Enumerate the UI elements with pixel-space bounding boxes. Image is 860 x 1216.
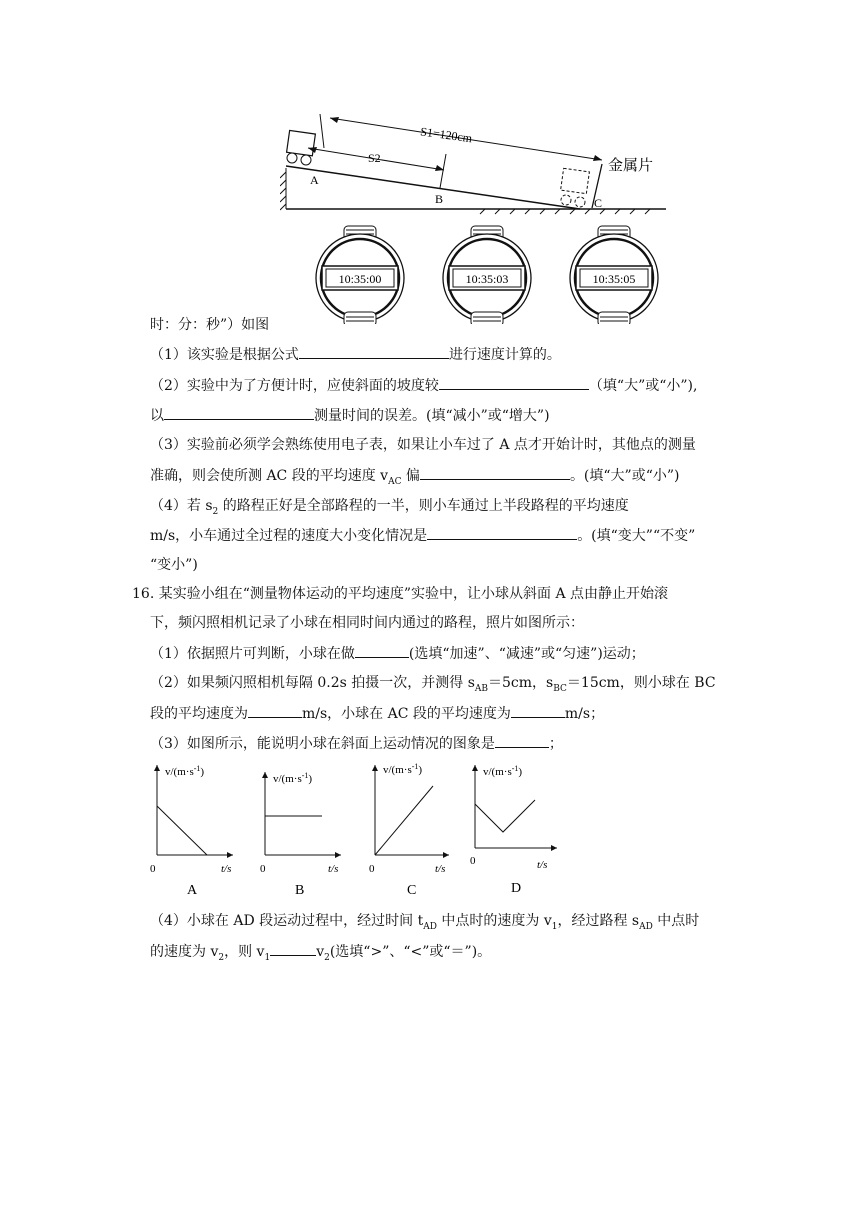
q15-part4-line3: “变小”) (150, 557, 198, 573)
q15-p2-blank2[interactable] (164, 405, 314, 420)
q15-p1-blank[interactable] (299, 344, 449, 359)
q15-part1: （1）该实验是根据公式 进行速度计算的。 (150, 344, 561, 365)
point-a-label: A (310, 173, 319, 187)
point-c-label: C (594, 196, 603, 210)
svg-text:t/s: t/s (221, 863, 232, 875)
cart-dashed (561, 168, 590, 207)
stopwatch-3-time: 10:35:05 (592, 272, 636, 286)
incline-figure (280, 108, 670, 324)
graph-a-line (157, 806, 207, 855)
graph-c (369, 762, 449, 898)
q16-part2-line1: （2）如果频闪照相机每隔 0.2s 拍摄一次，并测得 $s_{AB}=5cm$，$s_{BC}=15cm$，则小球在 BC (150, 675, 716, 694)
q15-p3-blank[interactable] (420, 465, 570, 480)
q16-intro-line2: 下，频闪照相机记录了小球在相同时间内通过的路程，照片如图所示： (150, 615, 584, 631)
svg-text:0: 0 (369, 863, 375, 875)
graph-c-label: C (407, 883, 417, 898)
graph-b-ylabel: $v/(m\cdot s^{-1})$ (273, 771, 313, 785)
q15-part2-line2: 以 测量时间的误差。(填“减小”或“增大”) (150, 405, 550, 426)
svg-text:t/s: t/s (435, 863, 446, 875)
graph-c-line (375, 786, 433, 855)
q16-part2-line2: 段的平均速度为 m/s，小球在 AC 段的平均速度为 m/s； (150, 703, 604, 724)
graph-a-ylabel: $v/(m\cdot s^{-1})$ (165, 764, 205, 778)
q15-p2-blank1[interactable] (439, 375, 589, 390)
q16-part4-line1: （4）小球在 AD 段运动过程中，经过时间 $t_{AD}$ 中点时的速度为 $v_1$，经过路程 $s_{AD}$ 中点时 (150, 913, 700, 932)
metal-label: 金属片 (608, 158, 654, 174)
stopwatch-3 (570, 226, 658, 324)
b-marker (440, 154, 446, 188)
s1-label: S1=120cm (419, 124, 474, 146)
vt-graphs (145, 760, 565, 900)
graph-d (470, 764, 557, 896)
point-b-label: B (435, 192, 444, 206)
graph-d-ylabel: $v/(m\cdot s^{-1})$ (483, 764, 523, 778)
stopwatch-2 (443, 226, 531, 324)
graph-d-line (475, 800, 535, 832)
svg-text:0: 0 (150, 863, 156, 875)
q15-part3-line2: 准确，则会使所测 AC 段的平均速度 $v_{AC}$ 偏 。(填“大”或“小”) (150, 465, 680, 492)
q16-part1: （1）依据照片可判断，小球在做 (选填“加速”、“减速”或“匀速”)运动； (150, 643, 645, 664)
q15-part2-line1: （2）实验中为了方便计时，应使斜面的坡度较 （填“大”或“小”), (150, 375, 697, 396)
stopwatch-1 (316, 226, 404, 324)
graph-c-ylabel: $v/(m\cdot s^{-1})$ (383, 762, 423, 776)
svg-text:t/s: t/s (537, 859, 548, 871)
svg-text:0: 0 (470, 855, 476, 867)
q15-part3-line1: （3）实验前必须学会熟练使用电子表，如果让小车过了 A 点才开始计时，其他点的测量 (150, 437, 696, 453)
svg-text:t/s: t/s (328, 863, 339, 875)
graph-a (150, 764, 233, 898)
q16-p1-blank[interactable] (355, 643, 409, 658)
q16-number: 16. (132, 586, 155, 602)
graph-b (260, 771, 341, 898)
graph-d-label: D (511, 881, 522, 896)
q15-part4-line2: m/s，小车通过全过程的速度大小变化情况是 。(填“变大”“不变” (150, 525, 695, 546)
svg-text:0: 0 (260, 863, 266, 875)
q15-p4-blank[interactable] (427, 525, 577, 540)
q16-p2-blank2[interactable] (511, 703, 565, 718)
q15-part4-line1: （4）若 $s_2$ 的路程正好是全部路程的一半，则小车通过上半段路程的平均速度 (150, 498, 629, 517)
s2-label: S2 (368, 151, 381, 165)
incline-surface (286, 166, 580, 209)
q16-p3-blank[interactable] (495, 733, 549, 748)
q15-intro-tail: 时：分：秒”）如图 (150, 317, 270, 333)
q16-p2-blank1[interactable] (248, 703, 302, 718)
graph-a-label: A (187, 883, 198, 898)
stopwatch-2-time: 10:35:03 (465, 272, 509, 286)
graph-b-label: B (295, 883, 305, 898)
q16-part4-line2: 的速度为 $v_2$，则 $v_1$ $v_2$(选填“>”、“<”或“＝”)。 (150, 941, 491, 968)
q16-p4-blank[interactable] (270, 941, 316, 956)
q16-part3: （3）如图所示，能说明小球在斜面上运动情况的图象是 ； (150, 733, 563, 754)
stopwatch-1-time: 10:35:00 (338, 272, 382, 286)
q16-intro-line1: 16. 某实验小组在“测量物体运动的平均速度”实验中，让小球从斜面 A 点由静止开始滚 (132, 586, 669, 602)
